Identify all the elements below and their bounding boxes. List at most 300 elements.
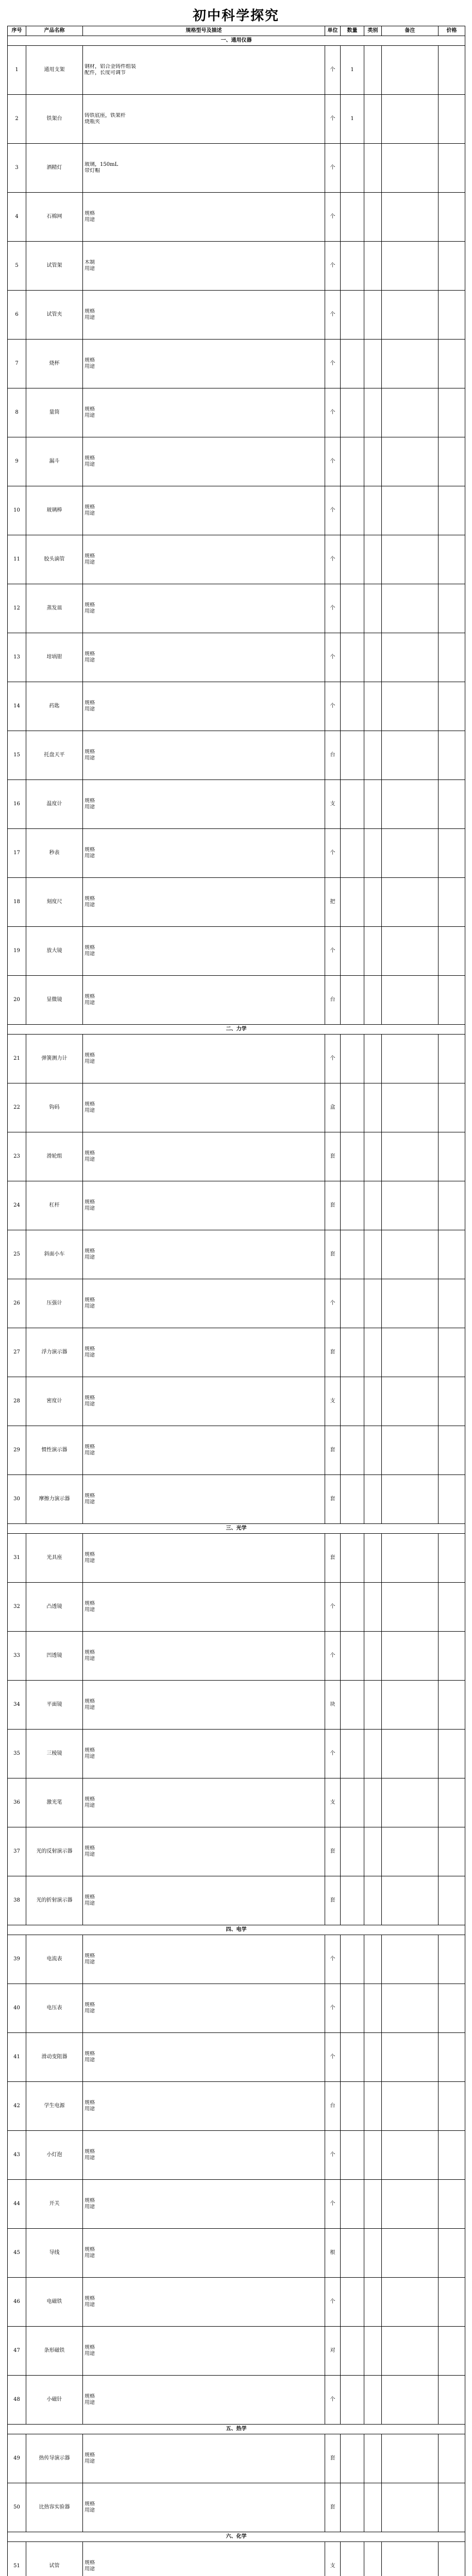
item-name: 铁架台 (26, 95, 83, 144)
description-line: 规格 (85, 2051, 95, 2057)
item-name: 蒸发皿 (26, 584, 83, 633)
item-number: 34 (8, 1681, 26, 1730)
item-unit: 个 (325, 193, 341, 242)
item-unit: 个 (325, 95, 341, 144)
item-remark (382, 1279, 439, 1328)
table-row (8, 1778, 465, 1827)
item-quantity (341, 1181, 364, 1230)
item-class (364, 95, 382, 144)
item-quantity (341, 340, 364, 388)
item-description (83, 1583, 325, 1632)
table-row (8, 1377, 465, 1426)
description-line: 用途 (85, 804, 95, 810)
item-note (439, 2483, 465, 2532)
item-description (83, 388, 325, 437)
table-row (8, 2033, 465, 2082)
item-name: 摩擦力演示器 (26, 1475, 83, 1524)
item-class (364, 1328, 382, 1377)
table-row (8, 1083, 465, 1132)
item-quantity (341, 1083, 364, 1132)
page-title: 初中科学探究 (192, 8, 279, 24)
item-class (364, 388, 382, 437)
item-class (364, 2434, 382, 2483)
item-remark (382, 486, 439, 535)
item-class (364, 1426, 382, 1475)
item-quantity (341, 1328, 364, 1377)
item-class (364, 144, 382, 193)
item-description (83, 1279, 325, 1328)
item-unit: 个 (325, 682, 341, 731)
item-quantity (341, 2327, 364, 2376)
item-note (439, 584, 465, 633)
item-number: 13 (8, 633, 26, 682)
item-remark (382, 1827, 439, 1876)
item-description (83, 2131, 325, 2180)
table-row (8, 1984, 465, 2033)
item-remark (382, 1132, 439, 1181)
item-unit: 台 (325, 731, 341, 780)
item-name: 试管夹 (26, 291, 83, 340)
item-note (439, 731, 465, 780)
item-quantity (341, 1681, 364, 1730)
item-remark (382, 242, 439, 291)
item-number: 35 (8, 1730, 26, 1778)
item-class (364, 2542, 382, 2576)
item-unit: 个 (325, 144, 341, 193)
item-note (439, 1730, 465, 1778)
description-line: 规格 (85, 553, 95, 559)
item-unit: 支 (325, 1778, 341, 1827)
table-row (8, 144, 465, 193)
item-note (439, 2082, 465, 2131)
item-number: 6 (8, 291, 26, 340)
item-note (439, 437, 465, 486)
item-quantity (341, 878, 364, 927)
item-remark (382, 437, 439, 486)
item-quantity (341, 927, 364, 976)
item-name: 漏斗 (26, 437, 83, 486)
description-line: 规格 (85, 1953, 95, 1959)
section-row (8, 36, 465, 46)
description-line: 木制 (85, 260, 95, 265)
item-quantity (341, 1827, 364, 1876)
item-quantity (341, 1984, 364, 2033)
item-description (83, 340, 325, 388)
header-remark: 备注 (382, 26, 439, 36)
item-remark (382, 1730, 439, 1778)
item-note (439, 1778, 465, 1827)
item-name: 压强计 (26, 1279, 83, 1328)
description-line: 用途 (85, 1558, 95, 1564)
item-description (83, 2483, 325, 2532)
item-quantity (341, 193, 364, 242)
description-line: 用途 (85, 706, 95, 712)
description-line: 用途 (85, 1656, 95, 1662)
item-unit: 个 (325, 2033, 341, 2082)
description-line: 规格 (85, 455, 95, 461)
item-remark (382, 144, 439, 193)
item-description (83, 2180, 325, 2229)
item-note (439, 144, 465, 193)
item-number: 2 (8, 95, 26, 144)
item-remark (382, 1583, 439, 1632)
item-unit: 个 (325, 584, 341, 633)
item-quantity (341, 584, 364, 633)
item-number: 11 (8, 535, 26, 584)
description-line: 规格 (85, 1552, 95, 1557)
description-line: 规格 (85, 211, 95, 216)
description-line: 规格 (85, 2100, 95, 2106)
item-description (83, 731, 325, 780)
item-unit: 个 (325, 1632, 341, 1681)
item-unit: 套 (325, 1534, 341, 1583)
item-unit: 个 (325, 633, 341, 682)
header-unit: 单位 (325, 26, 341, 36)
item-name: 比热容实验器 (26, 2483, 83, 2532)
item-description (83, 633, 325, 682)
item-note (439, 1827, 465, 1876)
section-heading: 一、通用仪器 (8, 36, 465, 46)
description-line: 规格 (85, 700, 95, 706)
item-remark (382, 1377, 439, 1426)
item-description (83, 2082, 325, 2131)
item-remark (382, 780, 439, 829)
table-row (8, 1426, 465, 1475)
item-number: 39 (8, 1935, 26, 1984)
item-class (364, 1230, 382, 1279)
item-note (439, 1681, 465, 1730)
item-unit: 个 (325, 2376, 341, 2425)
item-note (439, 1876, 465, 1925)
item-quantity (341, 682, 364, 731)
item-description (83, 1778, 325, 1827)
description-line: 规格 (85, 896, 95, 902)
item-remark (382, 46, 439, 95)
item-remark (382, 1778, 439, 1827)
item-description (83, 1377, 325, 1426)
item-description (83, 46, 325, 95)
item-unit: 套 (325, 1475, 341, 1524)
item-name: 光具座 (26, 1534, 83, 1583)
item-name: 钩码 (26, 1083, 83, 1132)
item-name: 量筒 (26, 388, 83, 437)
item-description (83, 1035, 325, 1083)
table-row (8, 2542, 465, 2576)
item-description (83, 535, 325, 584)
item-description (83, 927, 325, 976)
table-body (8, 36, 465, 2576)
item-remark (382, 1475, 439, 1524)
item-number: 22 (8, 1083, 26, 1132)
description-line: 用途 (85, 2008, 95, 2014)
description-line: 规格 (85, 1601, 95, 1606)
item-class (364, 291, 382, 340)
item-remark (382, 1681, 439, 1730)
item-number: 17 (8, 829, 26, 878)
description-line: 规格 (85, 1493, 95, 1499)
table-row (8, 2327, 465, 2376)
section-row (8, 1925, 465, 1935)
item-description (83, 2434, 325, 2483)
item-class (364, 1730, 382, 1778)
description-line: 用途 (85, 2057, 95, 2063)
description-line: 规格 (85, 1297, 95, 1303)
description-line: 规格 (85, 2452, 95, 2458)
item-number: 42 (8, 2082, 26, 2131)
item-description (83, 1876, 325, 1925)
item-class (364, 437, 382, 486)
item-name: 胶头滴管 (26, 535, 83, 584)
table-row (8, 780, 465, 829)
item-remark (382, 829, 439, 878)
item-quantity (341, 1279, 364, 1328)
item-number: 20 (8, 976, 26, 1025)
table-row (8, 2278, 465, 2327)
item-number: 10 (8, 486, 26, 535)
description-line: 用途 (85, 902, 95, 908)
description-line: 用途 (85, 2106, 95, 2112)
section-row (8, 2425, 465, 2434)
item-note (439, 291, 465, 340)
item-name: 坩埚钳 (26, 633, 83, 682)
item-description (83, 976, 325, 1025)
item-class (364, 2278, 382, 2327)
item-quantity: 1 (341, 46, 364, 95)
item-unit: 个 (325, 2131, 341, 2180)
item-remark (382, 2376, 439, 2425)
table-row (8, 1730, 465, 1778)
item-name: 浮力演示器 (26, 1328, 83, 1377)
item-quantity (341, 2434, 364, 2483)
item-name: 平面镜 (26, 1681, 83, 1730)
item-description (83, 1681, 325, 1730)
description-line: 规格 (85, 798, 95, 804)
item-note (439, 1475, 465, 1524)
item-quantity (341, 1230, 364, 1279)
item-unit: 套 (325, 2483, 341, 2532)
description-line: 用途 (85, 1959, 95, 1965)
item-class (364, 1534, 382, 1583)
item-number: 31 (8, 1534, 26, 1583)
item-class (364, 2131, 382, 2180)
item-class (364, 1876, 382, 1925)
header-no: 序号 (8, 26, 26, 36)
item-class (364, 1778, 382, 1827)
item-note (439, 976, 465, 1025)
description-line: 用途 (85, 1157, 95, 1162)
item-name: 杠杆 (26, 1181, 83, 1230)
item-class (364, 1035, 382, 1083)
description-line: 用途 (85, 1607, 95, 1613)
item-number: 19 (8, 927, 26, 976)
description-line: 规格 (85, 945, 95, 951)
item-quantity (341, 1583, 364, 1632)
description-line: 用途 (85, 413, 95, 418)
description-line: 用途 (85, 364, 95, 369)
item-class (364, 486, 382, 535)
table-row (8, 2082, 465, 2131)
item-description (83, 2229, 325, 2278)
description-line: 用途 (85, 1705, 95, 1710)
description-line: 规格 (85, 847, 95, 853)
item-unit: 支 (325, 1377, 341, 1426)
item-name: 烧杯 (26, 340, 83, 388)
table-row (8, 193, 465, 242)
header-name: 产品名称 (26, 26, 83, 36)
description-line: 规格 (85, 2002, 95, 2008)
item-description (83, 1827, 325, 1876)
description-line: 规格 (85, 2345, 95, 2350)
description-line: 用途 (85, 1401, 95, 1407)
section-heading: 三、光学 (8, 1524, 465, 1534)
item-number: 23 (8, 1132, 26, 1181)
item-name: 显微镜 (26, 976, 83, 1025)
description-line: 规格 (85, 358, 95, 363)
item-number: 12 (8, 584, 26, 633)
item-unit: 套 (325, 1132, 341, 1181)
item-number: 16 (8, 780, 26, 829)
item-number: 15 (8, 731, 26, 780)
item-remark (382, 2229, 439, 2278)
description-line: 用途 (85, 1000, 95, 1006)
item-quantity (341, 388, 364, 437)
item-name: 凸透镜 (26, 1583, 83, 1632)
item-note (439, 829, 465, 878)
item-class (364, 2082, 382, 2131)
item-unit: 套 (325, 1876, 341, 1925)
item-number: 5 (8, 242, 26, 291)
item-unit: 个 (325, 388, 341, 437)
table-row (8, 1583, 465, 1632)
description-line: 规格 (85, 1150, 95, 1156)
item-unit: 个 (325, 2180, 341, 2229)
description-line: 用途 (85, 560, 95, 565)
description-line: 规格 (85, 651, 95, 657)
item-description (83, 437, 325, 486)
item-class (364, 1279, 382, 1328)
description-line: 用途 (85, 2400, 95, 2405)
item-note (439, 878, 465, 927)
description-line: 用途 (85, 1206, 95, 1211)
item-note (439, 46, 465, 95)
item-description (83, 1181, 325, 1230)
item-name: 小灯泡 (26, 2131, 83, 2180)
item-note (439, 193, 465, 242)
item-remark (382, 1984, 439, 2033)
item-quantity (341, 291, 364, 340)
table-row (8, 2131, 465, 2180)
table-row (8, 2376, 465, 2425)
item-number: 43 (8, 2131, 26, 2180)
description-line: 规格 (85, 1699, 95, 1704)
item-quantity (341, 2082, 364, 2131)
section-row (8, 1524, 465, 1534)
item-name: 药匙 (26, 682, 83, 731)
item-quantity (341, 829, 364, 878)
table-row (8, 1935, 465, 1984)
item-class (364, 1377, 382, 1426)
table-row (8, 1328, 465, 1377)
item-number: 47 (8, 2327, 26, 2376)
item-description (83, 1984, 325, 2033)
item-note (439, 1426, 465, 1475)
item-description (83, 1132, 325, 1181)
item-note (439, 535, 465, 584)
item-note (439, 2542, 465, 2576)
item-quantity (341, 2542, 364, 2576)
item-name: 弹簧测力计 (26, 1035, 83, 1083)
item-name: 三棱镜 (26, 1730, 83, 1778)
description-line: 用途 (85, 1450, 95, 1456)
item-description (83, 1230, 325, 1279)
item-unit: 个 (325, 1583, 341, 1632)
item-unit: 个 (325, 1279, 341, 1328)
item-name: 电磁铁 (26, 2278, 83, 2327)
description-line: 用途 (85, 462, 95, 467)
item-remark (382, 1534, 439, 1583)
item-quantity (341, 1730, 364, 1778)
item-unit: 套 (325, 1230, 341, 1279)
item-remark (382, 2434, 439, 2483)
item-quantity (341, 2483, 364, 2532)
table-row (8, 1279, 465, 1328)
item-name: 滑动变阻器 (26, 2033, 83, 2082)
description-line: 规格 (85, 1894, 95, 1900)
table-row (8, 1534, 465, 1583)
table-row (8, 829, 465, 878)
item-note (439, 1632, 465, 1681)
item-note (439, 1230, 465, 1279)
description-line: 规格 (85, 2198, 95, 2204)
table-row (8, 1132, 465, 1181)
table-row (8, 291, 465, 340)
item-description (83, 1426, 325, 1475)
item-class (364, 1681, 382, 1730)
item-description (83, 2278, 325, 2327)
description-line: 用途 (85, 1901, 95, 1906)
item-unit: 盒 (325, 1083, 341, 1132)
item-unit: 块 (325, 1681, 341, 1730)
item-unit: 套 (325, 1181, 341, 1230)
table-row (8, 731, 465, 780)
item-name: 惯性演示器 (26, 1426, 83, 1475)
description-line: 规格 (85, 749, 95, 755)
table-row (8, 388, 465, 437)
item-unit: 个 (325, 340, 341, 388)
item-name: 试管 (26, 2542, 83, 2576)
header-note: 价格 (439, 26, 465, 36)
item-number: 51 (8, 2542, 26, 2576)
item-quantity (341, 437, 364, 486)
description-line: 规格 (85, 1650, 95, 1655)
item-name: 滑轮组 (26, 1132, 83, 1181)
table-row (8, 878, 465, 927)
item-number: 49 (8, 2434, 26, 2483)
item-class (364, 1984, 382, 2033)
item-name: 玻璃棒 (26, 486, 83, 535)
item-description (83, 193, 325, 242)
item-name: 电流表 (26, 1935, 83, 1984)
item-number: 7 (8, 340, 26, 388)
item-name: 刻度尺 (26, 878, 83, 927)
item-remark (382, 1328, 439, 1377)
description-line: 用途 (85, 657, 95, 663)
item-class (364, 731, 382, 780)
table-row (8, 437, 465, 486)
description-line: 用途 (85, 2507, 95, 2513)
description-line: 用途 (85, 1852, 95, 1857)
description-line: 规格 (85, 406, 95, 412)
